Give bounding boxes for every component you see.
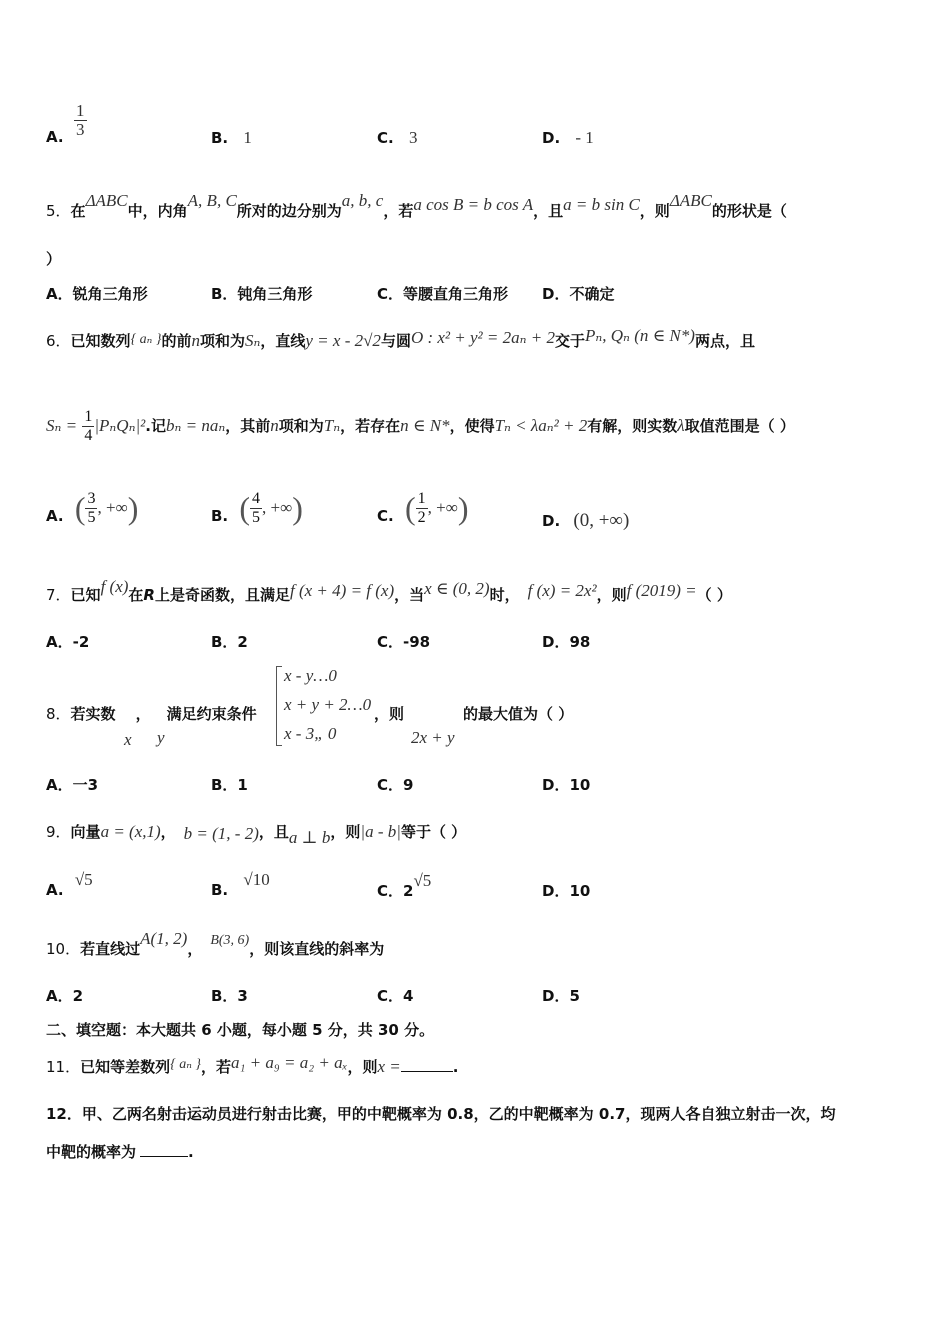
q9-option-a-label: A. xyxy=(46,881,64,899)
q8-text: 若实数 xyxy=(70,705,116,723)
q6-option-b-label: B. xyxy=(211,507,229,525)
q11-text: 已知等差数列 xyxy=(80,1058,171,1076)
q9-text: ，且 xyxy=(258,823,289,841)
q9-option-a xyxy=(46,870,93,900)
q4-option-d xyxy=(542,128,594,148)
q10-option-a: A．2 xyxy=(46,987,84,1005)
q8-text: ， xyxy=(135,705,151,723)
q8-text: 的最大值为（ ） xyxy=(463,705,574,723)
math-definition: f (x) = 2x² xyxy=(527,581,597,600)
q9-text: 等于（ ） xyxy=(400,823,467,841)
math-condition-2: a = b sin C xyxy=(563,195,640,214)
q4-option-d-label: D. xyxy=(542,129,561,147)
section-heading: 二、填空题：本大题共 6 小题，每小题 5 分，共 30 分。 xyxy=(46,1021,435,1039)
q10-text: ， xyxy=(187,940,203,958)
q4-option-c xyxy=(377,128,417,148)
q8-option-d: D．10 xyxy=(542,776,591,794)
math-sum-formula: Sₙ = xyxy=(46,416,78,435)
q8-option-c: C．9 xyxy=(377,776,414,794)
q6-text: ，直线 xyxy=(260,332,306,350)
question-number: 9． xyxy=(46,823,71,841)
math-tn: Tₙ xyxy=(323,416,341,435)
question-number: 10． xyxy=(46,940,81,958)
q4-option-a xyxy=(46,128,64,146)
q5-option-c: C．等腰直角三角形 xyxy=(377,285,509,303)
math-n: n xyxy=(191,331,200,350)
fraction-numerator: 1 xyxy=(76,101,85,120)
q9-option-d: D．10 xyxy=(542,882,591,900)
q10-option-c: C．4 xyxy=(377,987,414,1005)
math-n: n xyxy=(270,416,279,435)
q7-text: 在 xyxy=(128,586,144,604)
q7-stem xyxy=(46,577,732,605)
q5-option-a: A．锐角三角形 xyxy=(46,285,148,303)
q9-option-b xyxy=(211,870,270,900)
q5-text: 的形状是（ xyxy=(711,202,787,220)
q6-text: ，若存在 xyxy=(340,417,401,435)
fraction-numerator: 3 xyxy=(87,490,96,507)
q4-option-a-label: A. xyxy=(46,128,64,146)
q12-line-1: 12．甲、乙两名射击运动员进行射击比赛，甲的中靶概率为 0.8，乙的中靶概率为 0.7，现两人各自独立射击一次，均 xyxy=(46,1105,836,1123)
q6-text: 的前 xyxy=(161,332,192,350)
constraint-brace xyxy=(276,666,282,746)
q6-text: 与圆 xyxy=(380,332,411,350)
q6-option-a-tail: , +∞ xyxy=(97,498,128,517)
math-quarter xyxy=(82,408,94,445)
q6-text: ，使得 xyxy=(449,417,495,435)
math-periodic: f (x + 4) = f (x) xyxy=(290,581,395,600)
fraction-numerator: 1 xyxy=(417,490,426,507)
q11-text: . xyxy=(452,1058,459,1076)
math-vector-a: a = (x,1) xyxy=(100,822,161,841)
fraction-denominator: 5 xyxy=(87,509,96,526)
q9-option-c-label: C．2 xyxy=(377,882,414,900)
q10-text: ，则该直线的斜率为 xyxy=(249,940,385,958)
q8-option-a: A．一3 xyxy=(46,776,99,794)
q11-stem xyxy=(46,1053,459,1077)
q6-text: ，其前 xyxy=(225,417,271,435)
q6-text: 项和为 xyxy=(278,417,324,435)
math-equation: a₁ + a₉ = a₂ + aₓ xyxy=(231,1053,348,1072)
q4-option-b-value: 1 xyxy=(243,128,252,147)
q6-option-b: B. ( $\frac{4}{5}$ , +∞) xyxy=(211,490,303,526)
q6-option-c-label: C. xyxy=(377,507,394,525)
math-bn: bₙ = naₙ xyxy=(165,416,226,435)
q9-text: ，则 xyxy=(330,823,361,841)
q9-option-b-value: √10 xyxy=(243,870,270,889)
constraint-1: x - y…0 xyxy=(284,666,337,685)
q6-option-a-fraction xyxy=(85,490,97,527)
q6-option-b-tail: , +∞ xyxy=(262,498,293,517)
q7-text: （ ） xyxy=(696,586,732,604)
q10-option-b: B．3 xyxy=(211,987,248,1005)
q6-option-c-tail: , +∞ xyxy=(427,498,458,517)
q11-text: ，若 xyxy=(200,1058,231,1076)
math-vector-b: b = (1, - 2) xyxy=(183,824,259,843)
q6-text: 两点，且 xyxy=(694,332,755,350)
q6-text: 交于 xyxy=(554,332,585,350)
q6-text: 已知数列 xyxy=(70,332,131,350)
q5-text: 在 xyxy=(70,202,86,220)
q4-option-b xyxy=(211,128,252,148)
math-condition-1: a cos B = b cos A xyxy=(413,195,534,214)
q5-option-b: B．钝角三角形 xyxy=(211,285,313,303)
q7-option-c: C．-98 xyxy=(377,633,431,651)
q7-option-b: B．2 xyxy=(211,633,248,651)
q9-option-c-value: √5 xyxy=(413,871,432,890)
fraction-denominator: 2 xyxy=(417,509,426,526)
math-line: y = x - 2√2 xyxy=(305,331,381,350)
q5-text: ，则 xyxy=(639,202,670,220)
question-number: 5． xyxy=(46,202,71,220)
q9-text: ， xyxy=(160,823,176,841)
q6-option-d xyxy=(542,510,629,532)
constraint-3: x - 3„ 0 xyxy=(284,724,337,743)
math-r: R xyxy=(143,586,155,604)
fraction-denominator: 5 xyxy=(252,509,261,526)
q5-text: ，且 xyxy=(533,202,564,220)
math-f: f (x) xyxy=(100,577,129,596)
math-angles: A, B, C xyxy=(187,191,237,210)
math-chord-length: |PₙQₙ|² xyxy=(94,416,146,435)
math-circle: O : x² + y² = 2aₙ + 2 xyxy=(410,328,555,347)
q5-text: 中，内角 xyxy=(127,202,188,220)
answer-blank xyxy=(401,1057,453,1072)
math-point-b: B(3, 6) xyxy=(210,933,250,948)
q7-text: 上是奇函数，且满足 xyxy=(154,586,290,604)
q9-option-b-label: B. xyxy=(211,881,229,899)
q6-stem-line2 xyxy=(46,408,795,445)
q10-option-d: D．5 xyxy=(542,987,580,1005)
math-var-y: y xyxy=(157,728,165,747)
q5-stem xyxy=(46,191,787,221)
q7-text: ，则 xyxy=(596,586,627,604)
math-n-in-n: n ∈ N* xyxy=(400,416,450,435)
q7-option-d: D．98 xyxy=(542,633,591,651)
q6-text: .记 xyxy=(145,417,166,435)
q6-text: 取值范围是（ ） xyxy=(684,417,795,435)
math-sum: Sₙ xyxy=(244,331,261,350)
answer-blank xyxy=(140,1142,188,1157)
math-var-x: x xyxy=(124,730,132,749)
question-number: 8． xyxy=(46,705,71,723)
math-lambda: λ xyxy=(677,416,685,435)
math-magnitude: |a - b| xyxy=(360,822,401,841)
q9-option-a-value: √5 xyxy=(74,870,93,889)
constraint-2: x + y + 2…0 xyxy=(284,695,372,714)
q4-option-a-fraction xyxy=(74,102,87,139)
math-points: Pₙ, Qₙ (n ∈ N*) xyxy=(585,326,695,345)
question-number: 6． xyxy=(46,332,71,350)
question-number: 11． xyxy=(46,1058,81,1076)
q9-text: 向量 xyxy=(70,823,101,841)
math-sides: a, b, c xyxy=(341,191,384,210)
math-triangle: ΔABC xyxy=(669,191,712,210)
math-sequence: { aₙ } xyxy=(130,332,162,347)
fraction-denominator: 4 xyxy=(84,427,93,444)
q6-stem-line1 xyxy=(46,326,755,351)
math-point-a: A(1, 2) xyxy=(140,929,188,948)
q12-line-2 xyxy=(46,1141,194,1162)
q7-text: 已知 xyxy=(70,586,101,604)
q4-option-d-value: - 1 xyxy=(575,128,594,147)
q7-text: 时， xyxy=(489,586,520,604)
q9-option-c xyxy=(377,871,432,901)
q9-stem xyxy=(46,821,467,847)
q6-text: 项和为 xyxy=(199,332,245,350)
q4-option-c-label: C. xyxy=(377,129,394,147)
q6-option-d-value: (0, +∞) xyxy=(573,510,630,531)
q6-text: 有解，则实数 xyxy=(587,417,678,435)
q5-text: ，若 xyxy=(383,202,414,220)
q7-option-a: A．-2 xyxy=(46,633,90,651)
q6-option-b-fraction xyxy=(250,490,262,527)
math-inequality: Tₙ < λaₙ² + 2 xyxy=(494,416,588,435)
q12-text: . xyxy=(188,1143,194,1161)
math-objective: 2x + y xyxy=(411,728,455,747)
q11-text: ，则 xyxy=(347,1058,378,1076)
question-number: 7． xyxy=(46,586,71,604)
q7-text: ，当 xyxy=(394,586,425,604)
q6-option-a: A. ( $\frac{3}{5}$ , +∞) xyxy=(46,490,139,526)
fraction-numerator: 4 xyxy=(252,490,261,507)
fraction-denominator: 3 xyxy=(76,120,85,139)
math-triangle: ΔABC xyxy=(85,191,128,210)
math-interval: x ∈ (0, 2) xyxy=(424,579,490,598)
q10-stem xyxy=(46,929,385,959)
math-sequence: { aₙ } xyxy=(170,1057,201,1072)
q5-option-d: D．不确定 xyxy=(542,285,615,303)
q12-text: 中靶的概率为 xyxy=(46,1143,137,1161)
q6-option-c-fraction xyxy=(416,490,428,527)
q10-text: 若直线过 xyxy=(80,940,141,958)
q8-text: ，则 xyxy=(374,705,405,723)
q6-option-a-label: A. xyxy=(46,507,64,525)
fraction-numerator: 1 xyxy=(84,408,93,425)
q4-option-c-value: 3 xyxy=(408,128,418,147)
q8-stem xyxy=(46,703,257,724)
q5-text: 所对的边分别为 xyxy=(236,202,342,220)
q6-option-c: C. ( $\frac{1}{2}$ , +∞) xyxy=(377,490,469,526)
math-x: x = xyxy=(377,1057,401,1076)
q6-option-d-label: D. xyxy=(542,512,561,530)
math-perpendicular: a ⊥ b xyxy=(288,828,331,847)
math-target: f (2019) = xyxy=(626,581,697,600)
q8-text: 满足约束条件 xyxy=(166,705,257,723)
q5-close-paren: ） xyxy=(46,250,62,268)
q8-option-b: B．1 xyxy=(211,776,248,794)
q4-option-b-label: B. xyxy=(211,129,229,147)
